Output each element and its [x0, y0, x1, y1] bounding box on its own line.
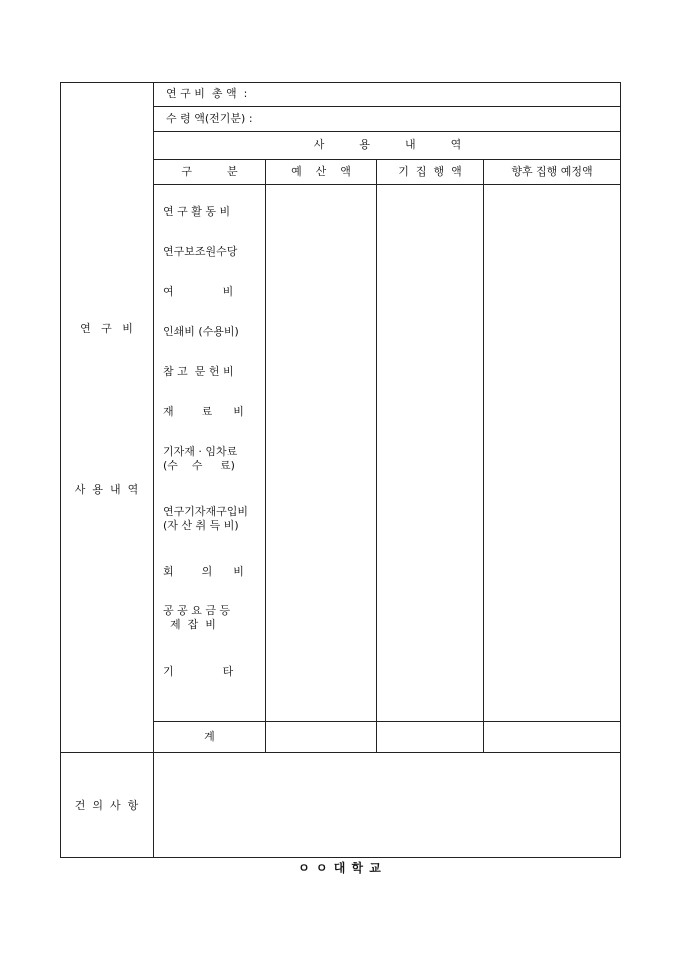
category-assistant-allowance: 연구보조원수당	[163, 245, 238, 258]
rule-after-total	[153, 106, 621, 107]
category-materials: 재 료 비	[163, 405, 244, 418]
category-references: 참 고 문 헌 비	[163, 365, 234, 378]
university-name: ㅇ ㅇ 대 학 교	[298, 861, 382, 875]
suggestions-label: 건 의 사 항	[74, 799, 139, 812]
category-meeting: 회 의 비	[163, 565, 244, 578]
divider-executed-planned	[483, 159, 484, 753]
category-printing: 인쇄비 (수용비)	[163, 325, 239, 338]
usage-header: 사 용 내 역	[313, 138, 462, 151]
research-fund-usage-form	[60, 82, 621, 858]
received-amount-label: 수 령 액(전기분) :	[166, 112, 253, 125]
rule-after-usage-header	[153, 159, 621, 160]
column-header-category: 구 분	[181, 165, 238, 178]
divider-category-budget	[265, 159, 266, 753]
category-utilities-misc: 공 공 요 금 등 제 잡 비	[163, 604, 231, 631]
border-bottom	[60, 857, 621, 858]
research-fund-label: 연 구 비	[80, 322, 133, 335]
border-right	[620, 82, 621, 858]
divider-budget-executed	[376, 159, 377, 753]
column-header-budget: 예 산 액	[291, 165, 351, 178]
category-travel: 여 비	[163, 285, 234, 298]
total-budget-label: 연 구 비 총 액 :	[166, 87, 248, 100]
category-other: 기 타	[163, 665, 234, 678]
column-header-planned: 향후 집행 예정액	[511, 165, 593, 178]
usage-details-label: 사 용 내 역	[74, 483, 139, 496]
rule-before-suggestions	[60, 752, 621, 753]
rule-before-total-row	[153, 721, 621, 722]
category-equipment-purchase: 연구기자재구입비 (자 산 취 득 비)	[163, 505, 249, 532]
rule-after-received	[153, 131, 621, 132]
column-header-executed: 기 집 행 액	[398, 165, 462, 178]
total-row-label: 계	[204, 730, 215, 743]
border-left	[60, 82, 61, 858]
rule-after-column-headers	[153, 184, 621, 185]
category-equipment-rental: 기자재 · 임차료 (수 수 료)	[163, 445, 238, 472]
category-research-activity: 연 구 활 동 비	[163, 205, 231, 218]
border-top	[60, 82, 621, 83]
